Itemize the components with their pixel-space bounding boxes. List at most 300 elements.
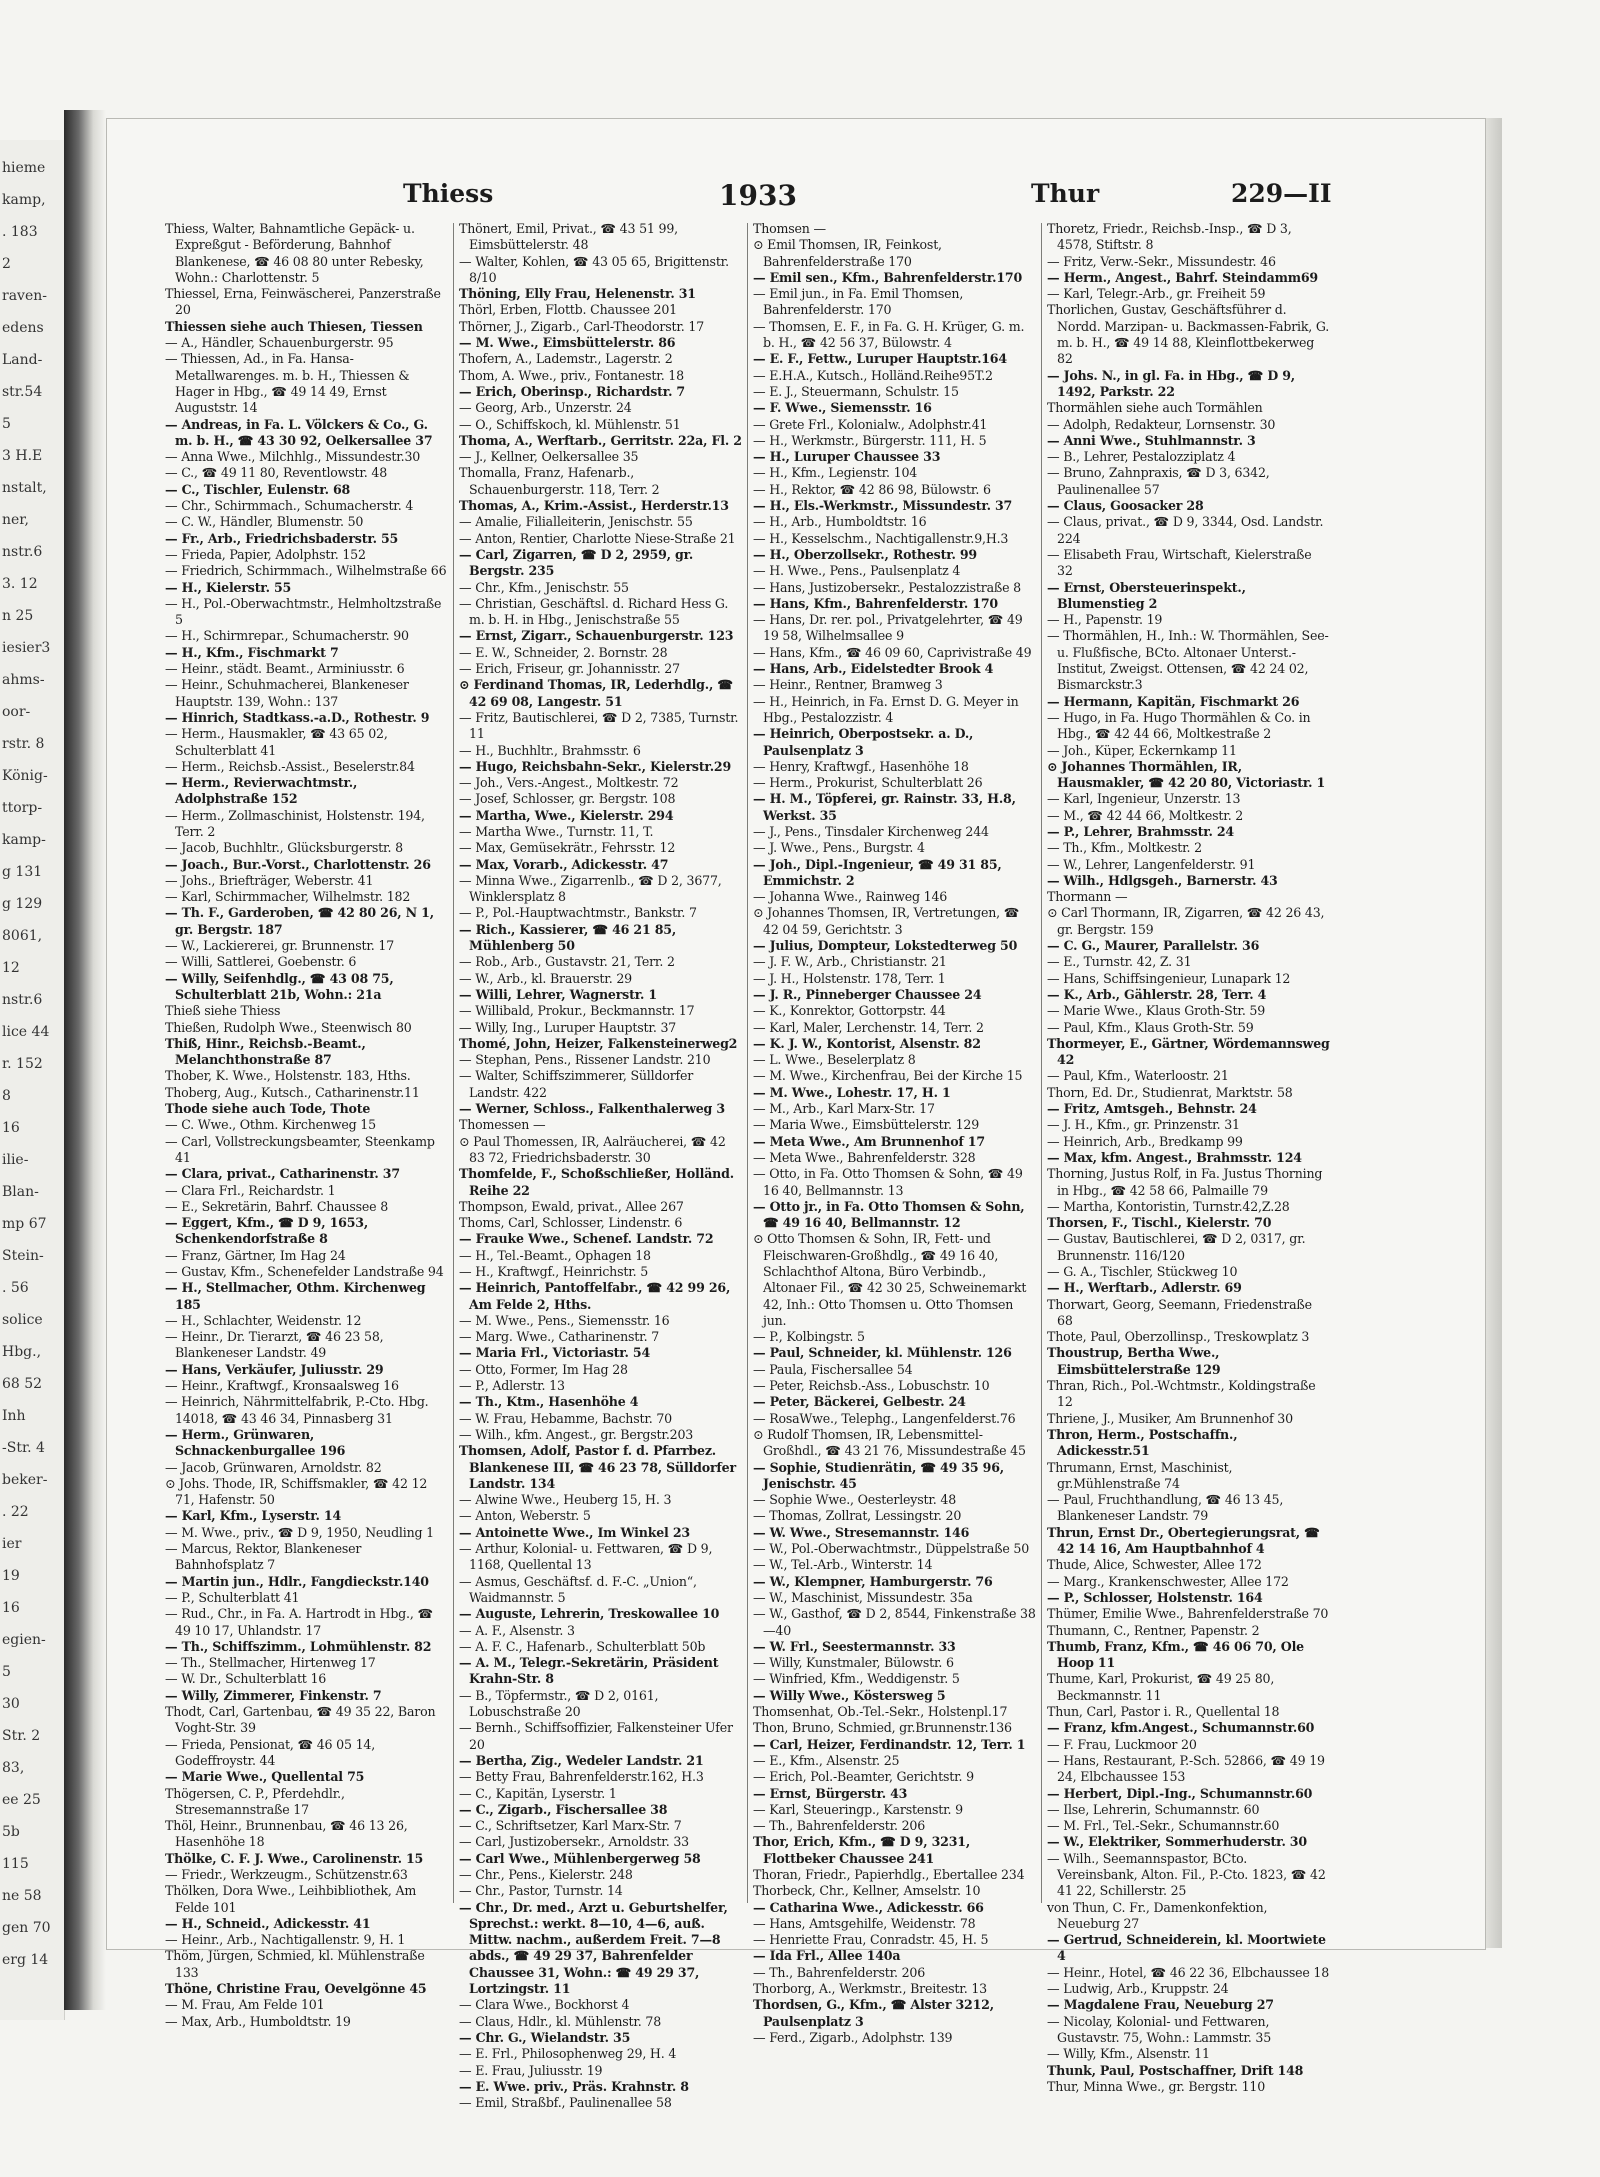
directory-entry: — Betty Frau, Bahrenfelderstr.162, H.3 [459,1769,704,1785]
left-page-fragment: Blan- [2,1184,39,1200]
column-rule [747,223,748,1903]
directory-entry: — Willi, Sattlerei, Goebenstr. 6 [165,954,357,970]
directory-entry: Thörl, Erben, Flottb. Chaussee 201 [459,302,677,318]
left-page-fragment: 3 H.E [2,448,43,464]
directory-entry: Thofern, A., Lademstr., Lagerstr. 2 [459,351,673,367]
left-page-fragment: 8061, [2,928,43,944]
left-page-fragment: Hbg., [2,1344,42,1360]
directory-entry: — Asmus, Geschäftsf. d. F.-C. „Union“, Waidmannstr. 5 [459,1573,697,1605]
directory-entry: — E. Frl., Philosophenweg 29, H. 4 [459,2046,677,2062]
directory-entry: — Anni Wwe., Stuhlmannstr. 3 [1047,432,1256,448]
directory-entry: Thöne, Christine Frau, Oevelgönne 45 [165,1981,427,1997]
directory-entry: Thiessen siehe auch Thiesen, Tiessen [165,318,423,334]
directory-entry: — C. Wwe., Othm. Kirchenweg 15 [165,1117,376,1133]
directory-entry: — Herm., Prokurist, Schulterblatt 26 [753,775,983,791]
left-page-fragment: beker- [2,1472,48,1488]
directory-entry: — Fritz, Verw.-Sekr., Missundestr. 46 [1047,253,1276,269]
directory-entry: — W., Pol.-Oberwachtmstr., Düppelstraße 50 [753,1541,1030,1557]
directory-entry: — Henriette Frau, Conradstr. 45, H. 5 [753,1932,989,1948]
directory-entry: Thomsen, Adolf, Pastor f. d. Pfarrbez. Blankenese III, ☎ 46 23 78, Sülldorfer Landstr. 134 [459,1443,736,1491]
directory-entry: — F. Frau, Luckmoor 20 [1047,1736,1197,1752]
left-page-fragment: 83, [2,1760,25,1776]
directory-entry: — A. F. C., Hafenarb., Schulterblatt 50b [459,1638,706,1654]
left-page-fragment: 5 [2,1664,11,1680]
directory-entry: — Paul, Kfm., Klaus Groth-Str. 59 [1047,1019,1254,1035]
directory-entry: Thormeyer, E., Gärtner, Wördemannsweg 42 [1047,1035,1330,1068]
directory-entry: — Grete Frl., Kolonialw., Adolphstr.41 [753,416,988,432]
directory-entry: — Paul, Fruchthandlung, ☎ 46 13 45, Blankeneser Landstr. 79 [1047,1492,1284,1524]
directory-entry: ⊙ Johannes Thormählen, IR, Hausmakler, ☎ 42 20 80, Victoriastr. 1 [1047,758,1326,791]
directory-entry: — Carl, Justizobersekr., Arnoldstr. 33 [459,1834,689,1850]
header-first-entry: Thiess [403,179,494,208]
directory-entry: — W., Lehrer, Langenfelderstr. 91 [1047,856,1256,872]
directory-entry: — Heinr., Arb., Nachtigallenstr. 9, H. 1 [165,1932,406,1948]
directory-entry: Thor, Erich, Kfm., ☎ D 9, 3231, Flottbeker Chaussee 241 [753,1834,971,1866]
directory-entry: — Carl Wwe., Mühlenbergerweg 58 [459,1850,701,1866]
directory-entry: — Hugo, Reichsbahn-Sekr., Kielerstr.29 [459,758,732,774]
left-page-fragment: 12 [2,960,20,976]
directory-entry: Thomsenhat, Ob.-Tel.-Sekr., Holstenpl.17 [753,1704,1008,1720]
directory-entry: — O., Schiffskoch, kl. Mühlenstr. 51 [459,416,681,432]
directory-entry: — Chr. G., Wielandstr. 35 [459,2029,631,2045]
left-page-fragment: 30 [2,1696,20,1712]
directory-entry: — Herm., Grünwaren, Schnackenburgallee 196 [165,1426,346,1459]
directory-entry: — W., Arb., kl. Brauerstr. 29 [459,970,632,986]
directory-entry: — Adolph, Redakteur, Lornsenstr. 30 [1047,416,1276,432]
directory-entry: Thomas, A., Krim.-Assist., Herderstr.13 [459,498,729,514]
directory-entry: — Frieda, Pensionat, ☎ 46 05 14, Godeffroystr. 44 [165,1736,376,1768]
directory-entry: — Otto, in Fa. Otto Thomsen & Sohn, ☎ 49 16 40, Bellmannstr. 13 [753,1166,1023,1198]
column-4 [1047,221,1330,2094]
left-page-fragment: ee 25 [2,1792,41,1808]
directory-entry: ⊙ Emil Thomsen, IR, Feinkost, Bahrenfelderstraße 170 [753,237,942,269]
left-page-fragment: 19 [2,1568,20,1584]
directory-entry: — Martha, Kontoristin, Turnstr.42,Z.28 [1047,1198,1290,1214]
directory-entry: — Marg., Krankenschwester, Allee 172 [1047,1573,1289,1589]
directory-entry: Thoma, A., Werftarb., Gerritstr. 22a, Fl. 2 [459,432,742,448]
directory-entry: — Friedrich, Schirmmach., Wilhelmstraße 66 [165,563,447,579]
directory-entry: — J. F. W., Arb., Christianstr. 21 [753,954,947,970]
directory-entry: — Peter, Reichsb.-Ass., Lobuschstr. 10 [753,1378,990,1394]
directory-entry: Thießen, Rudolph Wwe., Steenwisch 80 [165,1019,412,1035]
directory-entry: — H., Arb., Humboldtstr. 16 [753,514,927,530]
directory-entry: ⊙ Carl Thormann, IR, Zigarren, ☎ 42 26 43, gr. Bergstr. 159 [1047,905,1325,937]
directory-entry: Thorborg, A., Werkmstr., Breitestr. 13 [753,1981,987,1997]
directory-entry: — Erich, Pol.-Beamter, Gerichtstr. 9 [753,1769,974,1785]
directory-entry: — Marg. Wwe., Catharinenstr. 7 [459,1329,660,1345]
directory-entry: — Johanna Wwe., Rainweg 146 [753,889,948,905]
directory-entry: von Thun, C. Fr., Damenkonfektion, Neueburg 27 [1047,1899,1268,1931]
left-page-fragment: . 22 [2,1504,29,1520]
left-page-fragment: mp 67 [2,1216,47,1232]
left-page-fragment: lice 44 [2,1024,50,1040]
left-page-fragment: 5b [2,1824,20,1840]
directory-entry: — Amalie, Filialleiterin, Jenischstr. 55 [459,514,693,530]
directory-entry: — Maria Frl., Victoriastr. 54 [459,1345,651,1361]
directory-entry: — Catharina Wwe., Adickesstr. 66 [753,1899,984,1915]
directory-entry: Thomalla, Franz, Hafenarb., Schauenburgerstr. 118, Terr. 2 [459,465,660,497]
left-page-fragment: n 25 [2,608,34,624]
directory-entry: — E. W., Schneider, 2. Bornstr. 28 [459,644,668,660]
directory-page [106,118,1486,2111]
directory-entry: Thieß siehe Thiess [165,1003,281,1019]
column-3 [753,221,1036,2045]
directory-entry: Thöl, Heinr., Brunnenbau, ☎ 46 13 26, Hasenhöhe 18 [165,1818,408,1850]
directory-entry: — Werner, Schloss., Falkenthalerweg 3 [459,1101,725,1117]
directory-entry: — Gertrud, Schneiderein, kl. Moortwiete 4 [1047,1932,1326,1964]
left-facing-page [0,140,65,2020]
directory-entry: — Magdalene Frau, Neueburg 27 [1047,1997,1274,2013]
directory-entry: — M. Wwe., Pens., Siemensstr. 16 [459,1312,670,1328]
directory-entry: Thölken, Dora Wwe., Leihbibliothek, Am Felde 101 [165,1883,417,1915]
left-page-fragment: 5 [2,416,11,432]
left-page-fragment: oor- [2,704,31,720]
directory-entry: — F. Wwe., Siemensstr. 16 [753,400,932,416]
page-edge [1484,118,1502,1948]
directory-entry: — W., Maschinist, Missundestr. 35a [753,1589,973,1605]
directory-entry: — G. A., Tischler, Stückweg 10 [1047,1264,1238,1279]
left-page-fragment: egien- [2,1632,46,1648]
directory-entry: Thöm, Jürgen, Schmied, kl. Mühlenstraße 133 [165,1948,425,1980]
directory-entry: — Minna Wwe., Zigarrenlb., ☎ D 2, 3677, Winklersplatz 8 [459,872,722,905]
directory-entry: — Martha, Wwe., Kielerstr. 294 [459,807,674,823]
directory-entry: — Otto jr., in Fa. Otto Thomsen & Sohn, ☎ 49 16 40, Bellmannstr. 12 [753,1198,1025,1231]
directory-entry: — Heinrich, Nährmittelfabrik, P.-Cto. Hbg. 14018, ☎ 43 46 34, Pinnasberg 31 [165,1394,429,1426]
directory-entry: — J. Wwe., Pens., Burgstr. 4 [753,840,925,856]
directory-entry: — Carl, Vollstreckungsbeamter, Steenkamp 41 [165,1133,435,1165]
directory-entry: — RosaWwe., Telephg., Langenfelderst.76 [753,1410,1016,1426]
left-page-fragment: -Str. 4 [2,1440,45,1456]
directory-entry: — Josef, Schlosser, gr. Bergstr. 108 [459,791,676,807]
directory-entry: — K., Konrektor, Gottorpstr. 44 [753,1003,946,1019]
directory-entry: — W. Dr., Schulterblatt 16 [165,1671,327,1687]
directory-entry: — H., Werftarb., Adlerstr. 69 [1047,1280,1242,1296]
directory-entry: ⊙ Johs. Thode, IR, Schiffsmakler, ☎ 42 12 71, Hafenstr. 50 [165,1475,428,1508]
directory-entry: — P., Adlerstr. 13 [459,1378,565,1394]
directory-entry: — Ernst, Obersteuerinspekt., Blumenstieg 2 [1047,579,1246,611]
directory-entry: Thom, A. Wwe., priv., Fontanestr. 18 [459,367,684,383]
left-page-fragment: str.54 [2,384,43,400]
directory-entry: — M. Wwe., Lohestr. 17, H. 1 [753,1084,951,1100]
directory-entry: Thorning, Justus Rolf, in Fa. Justus Thorning in Hbg., ☎ 42 58 66, Palmaille 79 [1047,1166,1323,1198]
directory-entry: — Paul, Kfm., Waterloostr. 21 [1047,1068,1229,1084]
directory-entry: — Frauke Wwe., Schenef. Landstr. 72 [459,1231,714,1247]
directory-entry: — Erich, Friseur, gr. Johannisstr. 27 [459,661,680,677]
directory-entry: — W., Tel.-Arb., Winterstr. 14 [753,1557,933,1573]
directory-entry: Thron, Herm., Postschaffn., Adickesstr.51 [1047,1426,1238,1459]
directory-entry: — Clara Wwe., Bockhorst 4 [459,1997,630,2013]
directory-entry: — H., Kielerstr. 55 [165,579,292,595]
directory-entry: — Th., Schiffszimm., Lohmühlenstr. 82 [165,1638,432,1654]
directory-entry: — Chr., Dr. med., Arzt u. Geburtshelfer, Sprechst.: werkt. 8—10, 4—6, auß. Mittw. nachm., außerdem Freit. 7—8 abds., ☎ 49 29 37, Bahrenfelder Chaussee 31, Wohn.: ☎ 49 29 37, Lortzingstr. 11 [459,1899,728,1997]
directory-entry: Thomé, John, Heizer, Falkensteinerweg2 [459,1035,738,1051]
directory-entry: — Herm., Reichsb.-Assist., Beselerstr.84 [165,758,415,774]
directory-entry: — M. Wwe., Eimsbüttelerstr. 86 [459,335,676,351]
left-page-fragment: 115 [2,1856,29,1872]
directory-entry: — Auguste, Lehrerin, Treskowallee 10 [459,1606,720,1622]
directory-entry: — E. Frau, Juliusstr. 19 [459,2062,603,2078]
directory-entry: — Max, Arb., Humboldtstr. 19 [165,2013,351,2029]
left-page-fragment: ne 58 [2,1888,42,1904]
directory-entry: — Ilse, Lehrerin, Schumannstr. 60 [1047,1801,1260,1817]
directory-entry: — Heinrich, Pantoffelfabr., ☎ 42 99 26, Am Felde 2, Hths. [459,1280,731,1312]
directory-entry: — Hans, Verkäufer, Juliusstr. 29 [165,1361,384,1377]
directory-entry: — Hugo, in Fa. Hugo Thormählen & Co. in Hbg., ☎ 42 44 66, Moltkestraße 2 [1047,709,1311,742]
directory-entry: — J., Kellner, Oelkersallee 35 [459,449,639,465]
directory-entry: Thompson, Ewald, privat., Allee 267 [459,1198,684,1214]
directory-entry: — Sophie, Studienrätin, ☎ 49 35 96, Jenischstr. 45 [753,1459,1004,1491]
directory-entry: — Karl, Steueringp., Karstenstr. 9 [753,1801,963,1817]
directory-entry: Thodt, Carl, Gartenbau, ☎ 49 35 22, Baron Voght-Str. 39 [165,1704,436,1736]
directory-entry: — Paul, Schneider, kl. Mühlenstr. 126 [753,1345,1012,1361]
directory-entry: Thönert, Emil, Privat., ☎ 43 51 99, Eimsbüttelerstr. 48 [459,221,678,253]
left-page-fragment: Land- [2,352,43,368]
directory-entry: — Martin jun., Hdlr., Fangdieckstr.140 [165,1573,429,1589]
directory-entry: Thon, Bruno, Schmied, gr.Brunnenstr.136 [753,1720,1012,1736]
left-page-fragment: nstr.6 [2,544,43,560]
directory-entry: — Karl, Telegr.-Arb., gr. Freiheit 59 [1047,286,1266,302]
directory-entry: Thriene, J., Musiker, Am Brunnenhof 30 [1047,1410,1293,1426]
directory-entry: — H., Kesselschm., Nachtigallenstr.9,H.3 [753,530,1009,546]
directory-entry: Thölke, C. F. J. Wwe., Carolinenstr. 15 [165,1850,424,1866]
directory-entry: — E.H.A., Kutsch., Holländ.Reihe95T.2 [753,367,993,383]
directory-entry: Thomsen — [753,221,826,236]
directory-entry: — Marie Wwe., Klaus Groth-Str. 59 [1047,1003,1266,1019]
directory-entry: — Fritz, Bautischlerei, ☎ D 2, 7385, Turnstr. 11 [459,709,739,742]
directory-entry: — A. M., Telegr.-Sekretärin, Präsident Krahn-Str. 8 [459,1655,719,1687]
directory-entry: — Herm., Zollmaschinist, Holstenstr. 194, Terr. 2 [165,807,425,839]
directory-entry: Thoran, Friedr., Papierhdlg., Ebertallee 234 [753,1866,1025,1882]
directory-entry: — M. Frau, Am Felde 101 [165,1997,325,2013]
directory-entry: Thoustrup, Bertha Wwe., Eimsbüttelerstraße 129 [1047,1345,1221,1377]
directory-entry: Thote, Paul, Oberzollinsp., Treskowplatz 3 [1047,1329,1310,1345]
directory-entry: — Christian, Geschäftsl. d. Richard Hess G. m. b. H. in Hbg., Jenischstraße 55 [459,595,729,628]
directory-entry: — Alwine Wwe., Heuberg 15, H. 3 [459,1492,672,1508]
directory-entry: — Marcus, Rektor, Blankeneser Bahnhofsplatz 7 [165,1541,362,1573]
left-page-fragment: 3. 12 [2,576,38,592]
left-page-fragment: 2 [2,256,11,272]
directory-entry: — Winfried, Kfm., Weddigenstr. 5 [753,1671,960,1687]
directory-entry: ⊙ Rudolf Thomsen, IR, Lebensmittel-Großhdl., ☎ 43 21 76, Missundestraße 45 [753,1426,1026,1459]
directory-entry: — Hinrich, Stadtkass.-a.D., Rothestr. 9 [165,709,430,725]
directory-entry: — Heinr., Hotel, ☎ 46 22 36, Elbchaussee 18 [1047,1964,1330,1980]
directory-entry: — Emil jun., in Fa. Emil Thomsen, Bahrenfelderstr. 170 [753,286,964,318]
directory-entry: — P., Lehrer, Brahmsstr. 24 [1047,823,1234,839]
directory-entry: — W. Wwe., Stresemannstr. 146 [753,1524,970,1540]
directory-entry: — J. H., Holstenstr. 178, Terr. 1 [753,970,946,986]
directory-entry: — Meta Wwe., Bahrenfelderstr. 328 [753,1149,976,1165]
directory-entry: — M., Arb., Karl Marx-Str. 17 [753,1101,935,1117]
directory-entry: ⊙ Paul Thomessen, IR, Aalräucherei, ☎ 42 83 72, Friedrichsbaderstr. 30 [459,1133,726,1165]
directory-entry: — Wilh., kfm. Angest., gr. Bergstr.203 [459,1426,694,1442]
left-page-fragment: kamp- [2,832,46,848]
directory-entry: — Heinrich, Oberpostsekr. a. D., Paulsenplatz 3 [753,726,974,758]
directory-entry: Thrun, Ernst Dr., Obertegierungsrat, ☎ 42 14 16, Am Hauptbahnhof 4 [1047,1524,1320,1557]
directory-entry: — Meta Wwe., Am Brunnenhof 17 [753,1133,985,1149]
directory-entry: — Emil sen., Kfm., Bahrenfelderstr.170 [753,269,1023,285]
left-page-fragment: 16 [2,1120,20,1136]
directory-entry: ⊙ Ferdinand Thomas, IR, Lederhdlg., ☎ 42 69 08, Langestr. 51 [459,677,733,709]
directory-entry: — Ludwig, Arb., Kruppstr. 24 [1047,1981,1229,1997]
directory-entry: — Willy, Seifenhdlg., ☎ 43 08 75, Schulterblatt 21b, Wohn.: 21a [165,970,394,1002]
directory-entry: — H., Pol.-Oberwachtmstr., Helmholtzstraße 5 [165,595,442,628]
directory-entry: — Thomsen, E. F., in Fa. G. H. Krüger, G. m. b. H., ☎ 42 56 37, Bülowstr. 4 [753,318,1025,351]
directory-entry: — Antoinette Wwe., Im Winkel 23 [459,1524,690,1540]
header-last-entry: Thur [1031,179,1100,208]
left-page-fragment: 16 [2,1600,20,1616]
directory-entry: — Bertha, Zig., Wedeler Landstr. 21 [459,1752,704,1768]
left-page-fragment: ttorp- [2,800,43,816]
left-page-fragment: nstalt, [2,480,47,496]
directory-entry: — Hans, Kfm., Bahrenfelderstr. 170 [753,595,998,611]
directory-entry: — Hans, Schiffsingenieur, Lunapark 12 [1047,970,1291,986]
directory-entry: — E., Turnstr. 42, Z. 31 [1047,954,1192,970]
directory-entry: — M. Wwe., priv., ☎ D 9, 1950, Neudling 1 [165,1524,434,1540]
directory-entry: — Th., Bahrenfelderstr. 206 [753,1818,926,1834]
directory-entry: — H., Buchhltr., Brahmsstr. 6 [459,742,641,758]
directory-entry: — Marie Wwe., Quellental 75 [165,1769,365,1785]
directory-entry: Thorbeck, Chr., Kellner, Amselstr. 10 [753,1883,981,1899]
directory-entry: — Herm., Revierwachtmstr., Adolphstraße 152 [165,775,358,807]
directory-entry: — Hans, Justizobersekr., Pestalozzistraße 8 [753,579,1021,595]
directory-entry: Thögersen, C. P., Pferdehdlr., Stresemannstraße 17 [165,1785,345,1817]
directory-entry: Thran, Rich., Pol.-Wchtmstr., Koldingstraße 12 [1047,1378,1316,1410]
directory-entry: — J., Pens., Tinsdaler Kirchenweg 244 [753,823,989,839]
directory-entry: Thordsen, G., Kfm., ☎ Alster 3212, Paulsenplatz 3 [753,1997,994,2029]
directory-entry: — Hans, Kfm., ☎ 46 09 60, Caprivistraße 49 [753,644,1032,660]
directory-entry: — C., Zigarb., Fischersallee 38 [459,1801,668,1817]
directory-entry: Thorlichen, Gustav, Geschäftsführer d. Nordd. Marzipan- u. Backmassen-Fabrik, G. m. b. H., ☎ 49 14 88, Kleinflottbekerweg 82 [1047,302,1330,367]
directory-entry: — P., Schulterblatt 41 [165,1589,300,1605]
directory-entry: — Willibald, Prokur., Beckmannstr. 17 [459,1003,695,1019]
directory-entry: — Hermann, Kapitän, Fischmarkt 26 [1047,693,1300,709]
directory-entry: — Claus, Goosacker 28 [1047,498,1204,514]
directory-entry: — Franz, Gärtner, Im Hag 24 [165,1247,346,1263]
directory-entry: Thiß, Hinr., Reichsb.-Beamt., Melanchthonstraße 87 [165,1035,366,1068]
left-page-fragment: solice [2,1312,43,1328]
directory-entry: — Georg, Arb., Unzerstr. 24 [459,400,632,416]
directory-entry: — Th. F., Garderoben, ☎ 42 80 26, N 1, gr. Bergstr. 187 [165,905,434,937]
directory-entry: — W., Lackiererei, gr. Brunnenstr. 17 [165,938,395,954]
left-page-fragment: . 183 [2,224,38,240]
directory-entry: — E. Wwe. priv., Präs. Krahnstr. 8 [459,2078,689,2094]
directory-entry: — H., Kraftwgf., Heinrichstr. 5 [459,1264,649,1279]
directory-entry: — Th., Ktm., Hasenhöhe 4 [459,1394,639,1410]
directory-entry: — Arthur, Kolonial- u. Fettwaren, ☎ D 9, 1168, Quellental 13 [459,1541,713,1573]
directory-entry: — H., Luruper Chaussee 33 [753,449,941,465]
directory-entry: — H., Papenstr. 19 [1047,612,1163,628]
left-page-fragment: . 56 [2,1280,29,1296]
directory-entry: — Karl, Ingenieur, Unzerstr. 13 [1047,791,1241,807]
directory-entry: — P., Kolbingstr. 5 [753,1329,865,1345]
left-page-fragment: kamp, [2,192,46,208]
directory-entry: — M. Wwe., Kirchenfrau, Bei der Kirche 15 [753,1068,1023,1084]
directory-entry: — H., Schlachter, Weidenstr. 12 [165,1312,362,1328]
directory-entry: — Stephan, Pens., Rissener Landstr. 210 [459,1052,711,1068]
directory-entry: — Joach., Bur.-Vorst., Charlottenstr. 26 [165,856,431,872]
directory-entry: — Martha Wwe., Turnstr. 11, T. [459,823,654,839]
directory-entry: Thur, Minna Wwe., gr. Bergstr. 110 [1047,2078,1266,2094]
directory-entry: — Claus, privat., ☎ D 9, 3344, Osd. Landstr. 224 [1047,514,1324,546]
directory-entry: — Friedr., Werkzeugm., Schützenstr.63 [165,1866,408,1882]
directory-entry: Thoms, Carl, Schlosser, Lindenstr. 6 [459,1215,683,1231]
directory-entry: — Johs. N., in gl. Fa. in Hbg., ☎ D 9, 1492, Parkstr. 22 [1047,367,1295,399]
directory-entry: — Walter, Kohlen, ☎ 43 05 65, Brigittenstr. 8/10 [459,253,729,285]
directory-entry: — Clara, privat., Catharinenstr. 37 [165,1166,400,1182]
directory-entry: — E., Kfm., Alsenstr. 25 [753,1752,900,1768]
directory-entry: — Maria Wwe., Eimsbüttelerstr. 129 [753,1117,980,1133]
running-header [107,179,1485,219]
directory-entry: — J. H., Kfm., gr. Prinzenstr. 31 [1047,1117,1240,1133]
left-page-fragment: Stein- [2,1248,44,1264]
directory-entry: — M. Frl., Tel.-Sekr., Schumannstr.60 [1047,1818,1280,1834]
directory-entry: — C., ☎ 49 11 80, Reventlowstr. 48 [165,465,388,481]
directory-entry: Thude, Alice, Schwester, Allee 172 [1047,1557,1262,1573]
directory-entry: — Chr., Pastor, Turnstr. 14 [459,1883,623,1899]
directory-entry: Thrumann, Ernst, Maschinist, gr.Mühlenstraße 74 [1047,1459,1233,1491]
directory-entry: — A., Händler, Schauenburgerstr. 95 [165,335,394,351]
directory-entry: — Heinr., städt. Beamt., Arminiusstr. 6 [165,661,405,677]
column-rule [1041,223,1042,1903]
directory-entry: — L. Wwe., Beselerplatz 8 [753,1052,916,1068]
left-page-fragment: ilie- [2,1152,29,1168]
directory-entry: — Carl, Zigarren, ☎ D 2, 2959, gr. Bergstr. 235 [459,546,694,579]
directory-entry: — Max, Vorarb., Adickesstr. 47 [459,856,669,872]
directory-entry: — Julius, Dompteur, Lokstedterweg 50 [753,938,1018,954]
directory-entry: — P., Pol.-Hauptwachtmstr., Bankstr. 7 [459,905,697,921]
directory-entry: — Johs., Briefträger, Weberstr. 41 [165,872,374,888]
directory-entry: — C., Kapitän, Lyserstr. 1 [459,1785,617,1801]
directory-entry: — Jacob, Grünwaren, Arnoldstr. 82 [165,1459,382,1475]
directory-entry: — W., Elektriker, Sommerhuderstr. 30 [1047,1834,1307,1850]
directory-entry: — Karl, Maler, Lerchenstr. 14, Terr. 2 [753,1019,984,1035]
directory-entry: — Anton, Rentier, Charlotte Niese-Straße 21 [459,530,736,546]
directory-entry: — Max, kfm. Angest., Brahmsstr. 124 [1047,1149,1302,1165]
directory-entry: — Peter, Bäckerei, Gelbestr. 24 [753,1394,966,1410]
directory-entry: — Hans, Restaurant, P.-Sch. 52866, ☎ 49 19 24, Elbchaussee 153 [1047,1752,1325,1785]
directory-entry: — E. J., Steuermann, Schulstr. 15 [753,383,959,399]
directory-entry: — W. Frau, Hebamme, Bachstr. 70 [459,1410,672,1426]
directory-entry: — Hans, Amtsgehilfe, Weidenstr. 78 [753,1915,976,1931]
directory-entry: — Herm., Hausmakler, ☎ 43 65 02, Schulterblatt 41 [165,726,388,758]
directory-entry: — H., Els.-Werkmstr., Missundestr. 37 [753,498,1013,514]
directory-entry: — Willy, Zimmerer, Finkenstr. 7 [165,1687,382,1703]
directory-entry: — M., ☎ 42 44 66, Moltkestr. 2 [1047,807,1244,823]
directory-entry: ⊙ Johannes Thomsen, IR, Vertretungen, ☎ 42 04 59, Gerichtstr. 3 [753,905,1020,937]
directory-entry: — J. R., Pinneberger Chaussee 24 [753,986,982,1002]
directory-entry: — H., Schneid., Adickesstr. 41 [165,1915,371,1931]
directory-entry: — H., Kfm., Fischmarkt 7 [165,644,339,660]
directory-entry: — Rud., Chr., in Fa. A. Hartrodt in Hbg., ☎ 49 10 17, Uhlandstr. 17 [165,1606,433,1638]
directory-entry: — H., Werkmstr., Bürgerstr. 111, H. 5 [753,432,987,448]
directory-entry: Thume, Karl, Prokurist, ☎ 49 25 80, Beckmannstr. 11 [1047,1671,1275,1703]
directory-entry: — Nicolay, Kolonial- und Fettwaren, Gustavstr. 75, Wohn.: Lammstr. 35 [1047,2013,1272,2045]
left-page-fragment: nstr.6 [2,992,43,1008]
directory-entry: — H., Oberzollsekr., Rothestr. 99 [753,546,977,562]
directory-entry: — Karl, Kfm., Lyserstr. 14 [165,1508,342,1524]
directory-entry: Thoberg, Aug., Kutsch., Catharinenstr.11 [165,1084,420,1100]
directory-entry: — Anna Wwe., Milchhlg., Missundestr.30 [165,449,421,465]
directory-entry: — Thormählen, H., Inh.: W. Thormählen, See- u. Flußfische, BCto. Altonaer Unterst.-Institut, Zweigst. Ottensen, ☎ 42 24 02, Bismarckstr.3 [1047,628,1329,693]
left-page-fragment: raven- [2,288,47,304]
directory-entry: Thörner, J., Zigarb., Carl-Theodorstr. 17 [459,318,705,334]
left-page-fragment: hieme [2,160,46,176]
directory-entry: — Henry, Kraftwgf., Hasenhöhe 18 [753,758,969,774]
directory-entry: — Th., Stellmacher, Hirtenweg 17 [165,1655,376,1671]
directory-entry: — C., Tischler, Eulenstr. 68 [165,481,351,497]
directory-entry: — Th., Kfm., Moltkestr. 2 [1047,840,1202,856]
directory-entry: — Heinr., Dr. Tierarzt, ☎ 46 23 58, Blankeneser Landstr. 49 [165,1329,384,1361]
